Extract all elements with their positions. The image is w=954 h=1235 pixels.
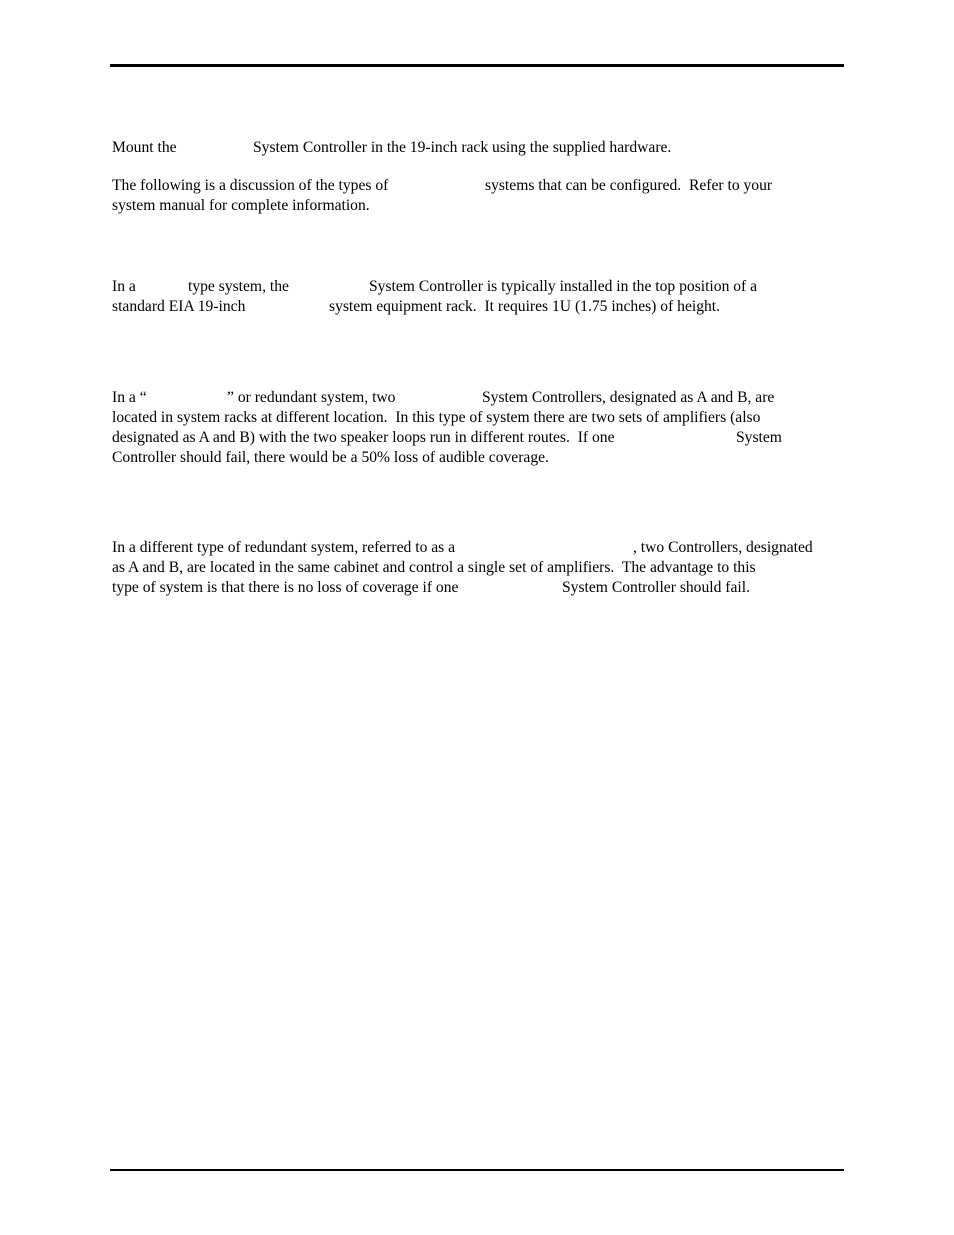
hot-standby-paragraph xyxy=(112,538,840,598)
header-rule xyxy=(110,64,844,67)
text-segment: Controller should fail, there would be a 50% loss of audible coverage. xyxy=(112,449,549,466)
text-segment: In a different type of redundant system, referred to as a xyxy=(112,539,456,556)
text-segment: designated as A and B) with the two speaker loops run in different routes. If one xyxy=(112,429,615,446)
text-segment: Mount the xyxy=(112,139,177,156)
text-line xyxy=(112,196,840,216)
text-segment: located in system racks at different location. In this type of system there are two sets of amplifiers (also xyxy=(112,409,761,426)
text-segment: type system, the xyxy=(188,278,289,295)
text-line xyxy=(112,388,840,408)
text-segment: In a xyxy=(112,278,136,295)
mount-paragraph xyxy=(112,138,840,158)
text-segment: In a “ xyxy=(112,389,147,406)
redundant-system-paragraph xyxy=(112,388,840,468)
text-segment: System Controllers, designated as A and B, are xyxy=(482,389,775,406)
footer-rule xyxy=(110,1169,844,1171)
text-segment: The following is a discussion of the types of xyxy=(112,177,389,194)
text-line xyxy=(112,578,840,598)
text-line xyxy=(112,428,840,448)
single-system-paragraph xyxy=(112,277,840,317)
text-segment: standard EIA 19-inch xyxy=(112,298,246,315)
text-segment: as A and B, are located in the same cabinet and control a single set of amplifiers. The advantage to this xyxy=(112,559,756,576)
text-segment: System xyxy=(736,429,782,446)
text-line xyxy=(112,538,840,558)
text-segment: System Controller in the 19-inch rack using the supplied hardware. xyxy=(253,139,672,156)
intro-paragraph xyxy=(112,176,840,216)
text-line xyxy=(112,277,840,297)
text-segment: system equipment rack. It requires 1U (1.75 inches) of height. xyxy=(329,298,721,315)
text-line xyxy=(112,138,840,158)
text-segment: ” or redundant system, two xyxy=(227,389,396,406)
text-line xyxy=(112,448,840,468)
text-segment: System Controller should fail. xyxy=(562,579,750,596)
text-line xyxy=(112,176,840,196)
text-line xyxy=(112,558,840,578)
text-segment: systems that can be configured. Refer to your xyxy=(485,177,773,194)
text-segment: , two Controllers, designated xyxy=(633,539,813,556)
text-segment: type of system is that there is no loss of coverage if one xyxy=(112,579,459,596)
text-segment: System Controller is typically installed in the top position of a xyxy=(369,278,758,295)
text-line xyxy=(112,297,840,317)
text-segment: system manual for complete information. xyxy=(112,197,370,214)
text-line xyxy=(112,408,840,428)
